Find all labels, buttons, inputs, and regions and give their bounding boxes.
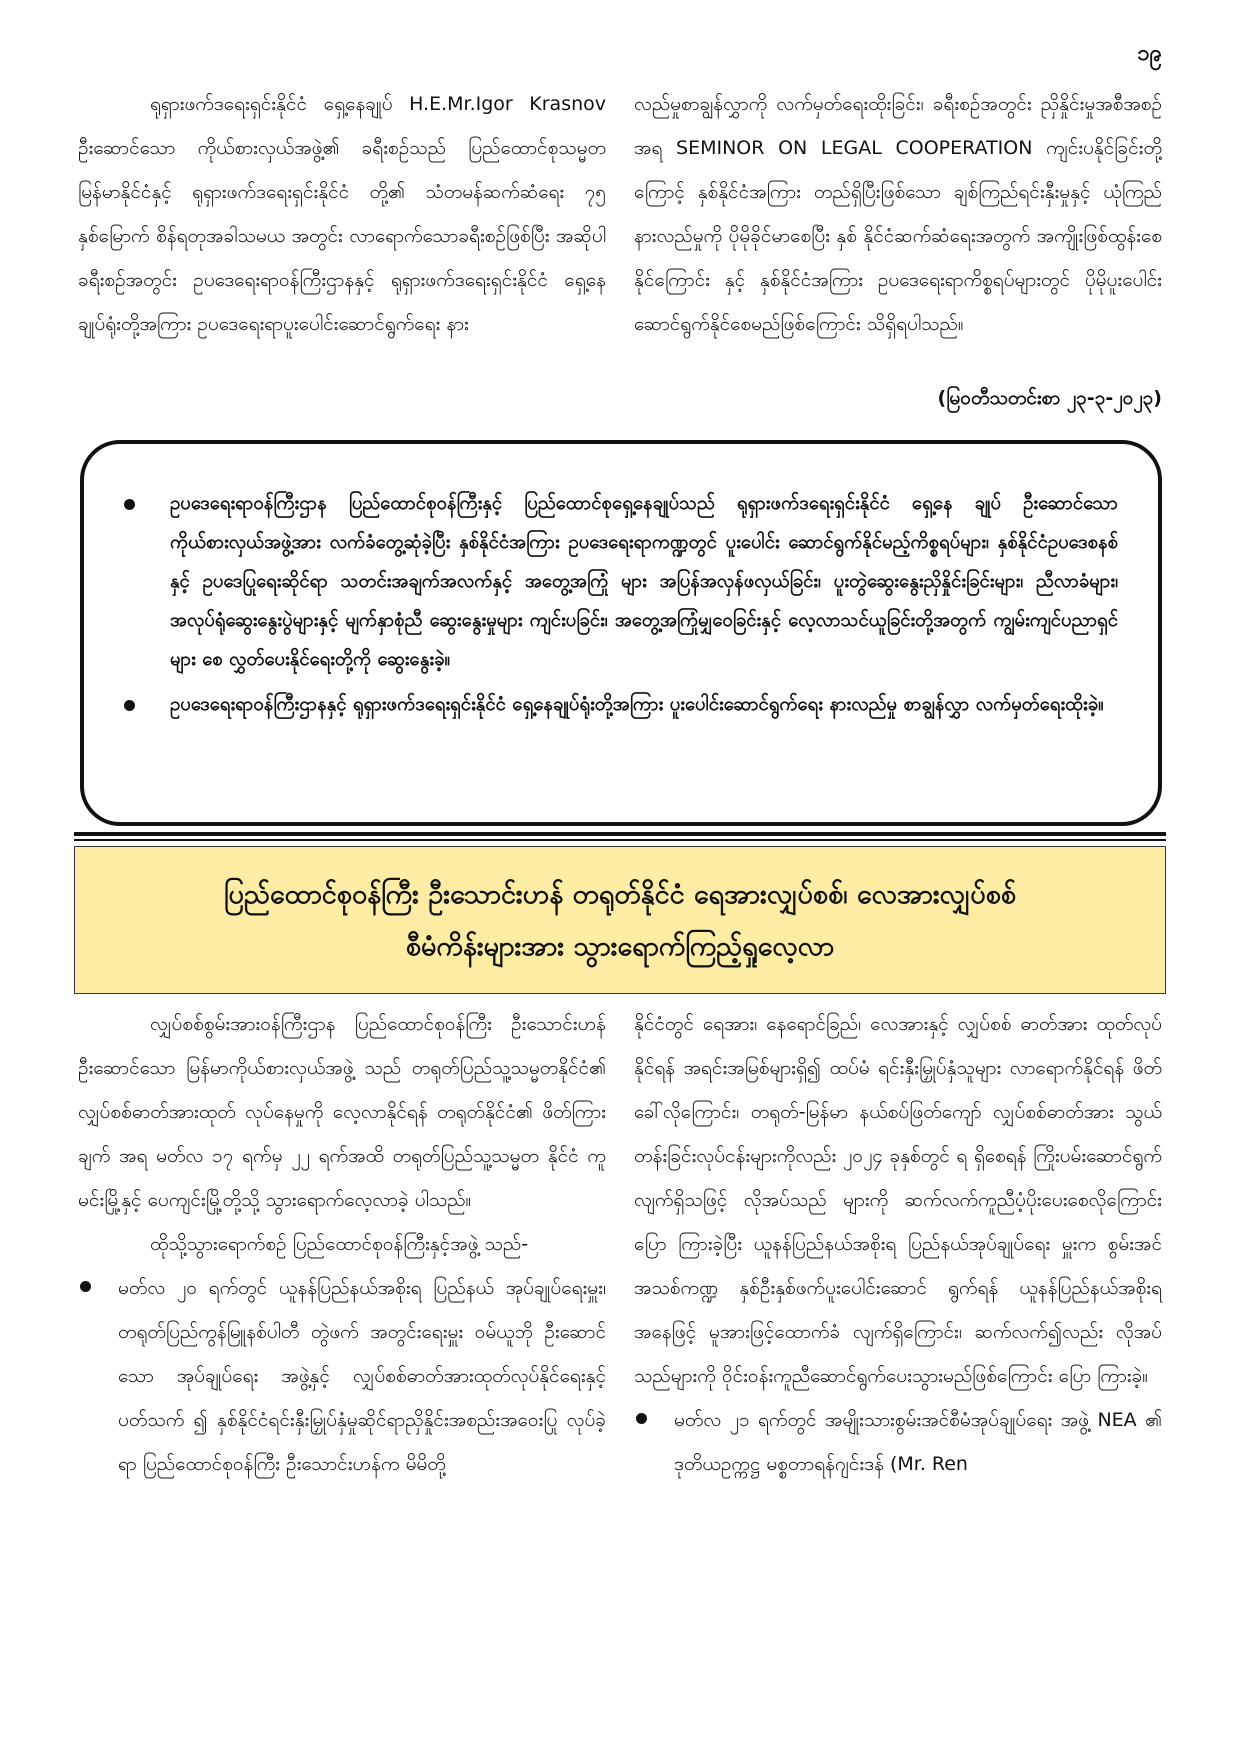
article2-right-column: [634, 1002, 1162, 1486]
summary-box: [80, 440, 1162, 826]
summary-item: ဥပဒေရေးရာဝန်ကြီးဌာနနှင့် ရုရှားဖက်ဒရေးရှင်းနိုင်ငံ ရှေ့နေချုပ်ရုံးတို့အကြား ပူးပေါင်းဆောင်ရွက်ရေး နားလည်မှု စာချွန်လွှာ လက်မှတ်ရေးထိုးခဲ့။: [122, 685, 1118, 724]
article2-left-paragraph: လျှပ်စစ်စွမ်းအားဝန်ကြီးဌာန ပြည်ထောင်စုဝန်ကြီး ဦးသောင်းဟန် ဦးဆောင်သော မြန်မာကိုယ်စားလှယ်အဖွဲ့ သည် တရုတ်ပြည်သူ့သမ္မတနိုင်ငံ၏ လျှပ်စစ်ဓာတ်အားထုတ် လုပ်နေမှုကို လေ့လာနိုင်ရန် တရုတ်နိုင်ငံ၏ ဖိတ်ကြားချက် အရ မတ်လ ၁၇ ရက်မှ ၂၂ ရက်အထိ တရုတ်ပြည်သူ့သမ္မတ နိုင်ငံ ကူမင်းမြို့နှင့် ပေကျင်းမြို့တို့သို့ သွားရောက်လေ့လာခဲ့ ပါသည်။: [78, 1013, 606, 1211]
article2-headline: [74, 846, 1166, 994]
article2-left-bullet: မတ်လ ၂၀ ရက်တွင် ယူနန်ပြည်နယ်အစိုးရ ပြည်နယ် အုပ်ချုပ်ရေးမှူး၊ တရုတ်ပြည်ကွန်မြူနစ်ပါတီ တွဲဖက် အတွင်းရေးမှူး ဝမ်ယူဘို ဦးဆောင်သော အုပ်ချုပ်ရေး အဖွဲ့နှင့် လျှပ်စစ်ဓာတ်အားထုတ်လုပ်နိုင်ရေးနှင့်ပတ်သက် ၍ နှစ်နိုင်ငံရင်းနှီးမြှုပ်နှံမှုဆိုင်ရာညှိနှိုင်းအစည်းအဝေးပြု လုပ်ခဲ့ရာ ပြည်ထောင်စုဝန်ကြီး ဦးသောင်းဟန်က မိမိတို့: [78, 1266, 606, 1486]
summary-item: ဥပဒေရေးရာဝန်ကြီးဌာန ပြည်ထောင်စုဝန်ကြီးနှင့် ပြည်ထောင်စုရှေ့နေချုပ်သည် ရုရှားဖက်ဒရေးရှင်းနိုင်ငံ ရှေ့နေ ချုပ် ဦးဆောင်သော ကိုယ်စားလှယ်အဖွဲ့အား လက်ခံတွေ့ဆုံခဲ့ပြီး နှစ်နိုင်ငံအကြား ဥပဒေရေးရာကဏ္ဍတွင် ပူးပေါင်း ဆောင်ရွက်နိုင်မည့်ကိစ္စရပ်များ၊ နှစ်နိုင်ငံဥပဒေစနစ်နှင့် ဥပဒေပြုရေးဆိုင်ရာ သတင်းအချက်အလက်နှင့် အတွေ့အကြုံ များ အပြန်အလှန်ဖလှယ်ခြင်း၊ ပူးတွဲဆွေးနွေးညှိနှိုင်းခြင်းများ၊ ညီလာခံများ၊ အလုပ်ရုံဆွေးနွေးပွဲများနှင့် မျက်နှာစုံညီ ဆွေးနွေးမှုများ ကျင်းပခြင်း၊ အတွေ့အကြုံမျှဝေခြင်းနှင့် လေ့လာသင်ယူခြင်းတို့အတွက် ကျွမ်းကျင်ပညာရှင်များ စေ လွှတ်ပေးနိုင်ရေးတို့ကို ဆွေးနွေးခဲ့။: [122, 484, 1118, 679]
article1-left-column: [78, 82, 606, 346]
page-number: ၁၉: [1137, 41, 1162, 66]
article2-left-paragraph: ထိုသို့သွားရောက်စဉ် ပြည်ထောင်စုဝန်ကြီးနှင့်အဖွဲ့ သည်-: [150, 1233, 529, 1255]
article2-right-bullet: မတ်လ ၂၁ ရက်တွင် အမျိုးသားစွမ်းအင်စီမံအုပ်ချုပ်ရေး အဖွဲ့ NEA ၏ ဒုတိယဥက္ကဋ္ဌ မစ္စတာရန်ဂျင်းဒန် (Mr. Ren: [634, 1398, 1162, 1486]
article1-source: (မြဝတီသတင်းစာ ၂၃-၃-၂၀၂၃): [937, 387, 1162, 409]
headline-line-2: စီမံကိန်းများအား သွားရောက်ကြည့်ရှုလေ့လာ: [405, 931, 835, 962]
section-divider-thin: [74, 839, 1166, 841]
article2-right-paragraph: နိုင်ငံတွင် ရေအား၊ နေရောင်ခြည်၊ လေအားနှင့် လျှပ်စစ် ဓာတ်အား ထုတ်လုပ်နိုင်ရန် အရင်းအမြစ်များရှိ၍ ထပ်မံ ရင်းနှီးမြှုပ်နှံသူများ လာရောက်နိုင်ရန် ဖိတ်ခေါ်လိုကြောင်း၊ တရုတ်-မြန်မာ နယ်စပ်ဖြတ်ကျော် လျှပ်စစ်ဓာတ်အား သွယ် တန်းခြင်းလုပ်ငန်းများကိုလည်း ၂၀၂၄ ခုနှစ်တွင် ရ ရှိစေရန် ကြိုးပမ်းဆောင်ရွက်လျက်ရှိသဖြင့် လိုအပ်သည် များကို ဆက်လက်ကူညီပံ့ပိုးပေးစေလိုကြောင်း ပြော ကြားခဲ့ပြီး ယူနန်ပြည်နယ်အစိုးရ ပြည်နယ်အုပ်ချုပ်ရေး မှူးက စွမ်းအင်အသစ်ကဏ္ဍ နှစ်ဦးနှစ်ဖက်ပူးပေါင်းဆောင် ရွက်ရန် ယူနန်ပြည်နယ်အစိုးရအနေဖြင့် မူအားဖြင့်ထောက်ခံ လျက်ရှိကြောင်း၊ ဆက်လက်၍လည်း လိုအပ်သည်များကို ဝိုင်းဝန်းကူညီဆောင်ရွက်ပေးသွားမည်ဖြစ်ကြောင်း ပြော ကြားခဲ့။: [634, 1013, 1162, 1387]
article1-right-column: [634, 82, 1162, 346]
article1-right-text: လည်မှုစာချွန်လွှာကို လက်မှတ်ရေးထိုးခြင်း၊ ခရီးစဉ်အတွင်း ညှိနှိုင်းမှုအစီအစဉ်အရ SEMINOR ON LEGAL COOPERATION ကျင်းပနိုင်ခြင်းတို့ကြောင့် နှစ်နိုင်ငံအကြား တည်ရှိပြီးဖြစ်သော ချစ်ကြည်ရင်းနှီးမှုနှင့် ယုံကြည်နားလည်မှုကို ပိုမိုခိုင်မာစေပြီး နှစ် နိုင်ငံဆက်ဆံရေးအတွက် အကျိုးဖြစ်ထွန်းစေနိုင်ကြောင်း နှင့် နှစ်နိုင်ငံအကြား ဥပဒေရေးရာကိစ္စရပ်များတွင် ပိုမိုပူးပေါင်း ဆောင်ရွက်နိုင်စေမည်ဖြစ်ကြောင်း သိရှိရပါသည်။: [634, 93, 1162, 335]
article2-left-column: [78, 1002, 606, 1486]
summary-list: [122, 484, 1118, 724]
headline-line-1: ပြည်ထောင်စုဝန်ကြီး ဦးသောင်းဟန် တရုတ်နိုင်ငံ ရေအားလျှပ်စစ်၊ လေအားလျှပ်စစ်: [223, 879, 1017, 910]
section-divider-thick: [74, 832, 1166, 836]
article1-left-text: ရုရှားဖက်ဒရေးရှင်းနိုင်ငံ ရှေ့နေချုပ် H.E.Mr.Igor Krasnov ဦးဆောင်သော ကိုယ်စားလှယ်အဖွဲ့၏ ခရီးစဉ်သည် ပြည်ထောင်စုသမ္မတမြန်မာနိုင်ငံနှင့် ရုရှားဖက်ဒရေးရှင်းနိုင်ငံ တို့၏ သံတမန်ဆက်ဆံရေး ၇၅ နှစ်မြောက် စိန်ရတုအခါသမယ အတွင်း လာရောက်သောခရီးစဉ်ဖြစ်ပြီး အဆိုပါခရီးစဉ်အတွင်း ဥပဒေရေးရာဝန်ကြီးဌာနနှင့် ရုရှားဖက်ဒရေးရှင်းနိုင်ငံ ရှေ့နေ ချုပ်ရုံးတို့အကြား ဥပဒေရေးရာပူးပေါင်းဆောင်ရွက်ရေး နား: [78, 93, 606, 335]
